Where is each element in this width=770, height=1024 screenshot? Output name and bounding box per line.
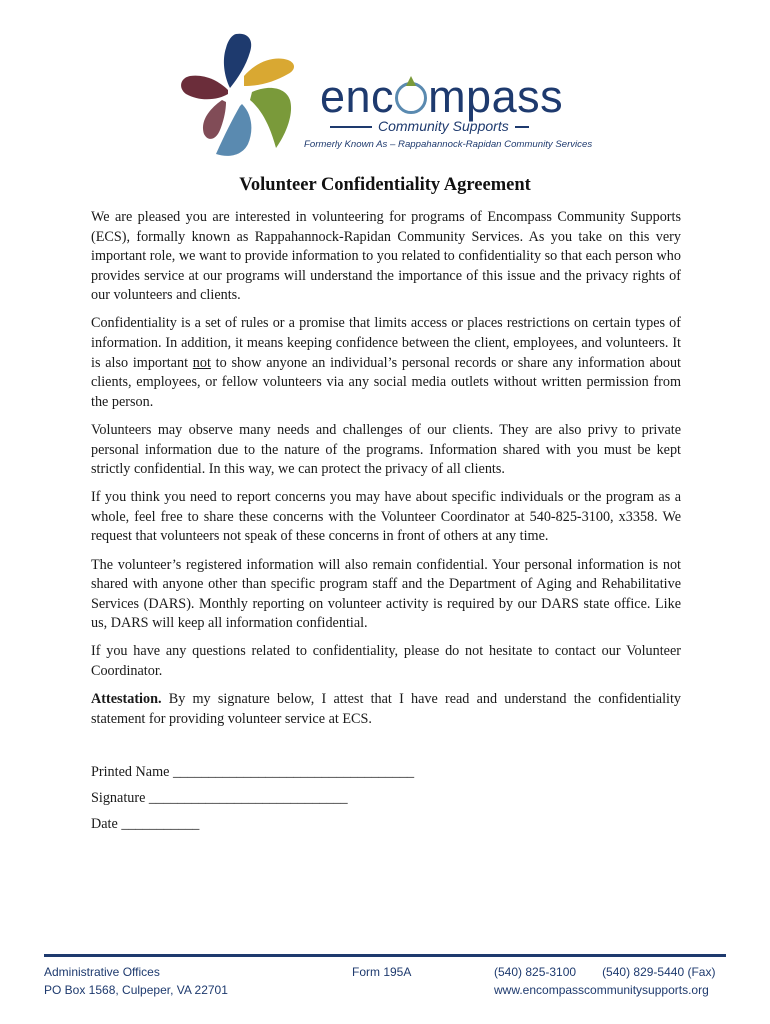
brand-o-compass-icon	[395, 82, 427, 114]
office-address: PO Box 1568, Culpeper, VA 22701	[44, 983, 228, 997]
pinwheel-logo-icon	[178, 30, 318, 160]
signature-blank[interactable]: ____________________________	[148, 790, 348, 806]
paragraph-definition-part2: to show anyone an individual’s personal records or share any information about clients, employees, or fellow volunteers via any social media outlets without written permission from the person.	[91, 354, 681, 410]
signature-label: Signature	[91, 790, 146, 806]
date-field[interactable]	[91, 814, 414, 840]
website-link[interactable]: www.encompasscommunitysupports.org	[494, 983, 709, 997]
paragraph-definition	[91, 314, 681, 412]
office-label: Administrative Offices	[44, 965, 160, 979]
signature-field[interactable]	[91, 788, 414, 814]
signature-fields	[91, 762, 414, 840]
paragraph-questions: If you have any questions related to confidentiality, please do not hesitate to contact our Volunteer Coordinator.	[91, 643, 681, 679]
fax-number: (540) 829-5440 (Fax)	[602, 965, 716, 979]
paragraph-intro: We are pleased you are interested in volunteering for programs of Encompass Community Supports (ECS), formally known as Rappahannock-Rapidan Community Services. As you take on this very important role, we want to provide information to you related to confidentiality so that each person who provides service at our programs will understand the importance of this issue and the privacy rights of our volunteers and clients.	[91, 209, 681, 304]
agreement-body	[91, 208, 681, 738]
paragraph-concerns: If you think you need to report concerns you may have about specific individuals or the program as a whole, feel free to share these concerns with the Volunteer Coordinator at 540-825-3100, x3358. We request that volunteers not speak of these concerns in front of others at any time.	[91, 489, 681, 545]
printed-name-field[interactable]	[91, 762, 414, 788]
organization-logo	[178, 30, 598, 160]
tagline-left-rule	[330, 126, 372, 128]
paragraph-registered-info: The volunteer’s registered information will also remain confidential. Your personal information is not shared with anyone other than specific program staff and the Department of Aging and Rehabilitative Services (DARS). Monthly reporting on volunteer activity is required by our DARS state office. Like us, DARS will keep all information confidential.	[91, 556, 681, 632]
printed-name-blank[interactable]: __________________________________	[172, 764, 415, 780]
attestation-label: Attestation.	[91, 691, 162, 708]
paragraph-attestation	[91, 690, 681, 729]
phone-number: (540) 825-3100	[494, 965, 577, 979]
brand-tagline	[324, 118, 535, 134]
footer-contact	[494, 963, 715, 999]
document-title: Volunteer Confidentiality Agreement	[239, 175, 531, 195]
tagline-text: Community Supports	[378, 118, 509, 134]
brand-wordmark	[320, 71, 564, 122]
paragraph-privacy: Volunteers may observe many needs and challenges of our clients. They are also privy to private personal information due to the nature of the programs. Information shared with you must be kept strictly confidential. In this way, we can protect the privacy of all clients.	[91, 421, 681, 478]
footer-address	[44, 963, 228, 999]
printed-name-label: Printed Name	[91, 764, 170, 780]
brand-suffix: mpass	[428, 71, 564, 122]
emphasis-not: not	[192, 354, 211, 371]
date-label: Date	[91, 816, 118, 832]
tagline-right-rule	[515, 126, 529, 128]
brand-prefix: enc	[320, 71, 395, 122]
former-name: Formerly Known As – Rappahannock-Rapidan Community Services	[304, 139, 593, 150]
attestation-text: By my signature below, I attest that I have read and understand the confidentiality statement for providing volunteer service at ECS.	[91, 691, 681, 727]
footer-form-number: Form 195A	[352, 965, 412, 979]
paragraph-definition-part1: Confidentiality is a set of rules or a promise that limits access or places restrictions on certain types of information. In addition, it means keeping confidence between the client, employees, and volunteers. It is also important	[91, 315, 681, 371]
date-blank[interactable]: ___________	[121, 816, 200, 832]
footer-divider	[44, 954, 726, 957]
